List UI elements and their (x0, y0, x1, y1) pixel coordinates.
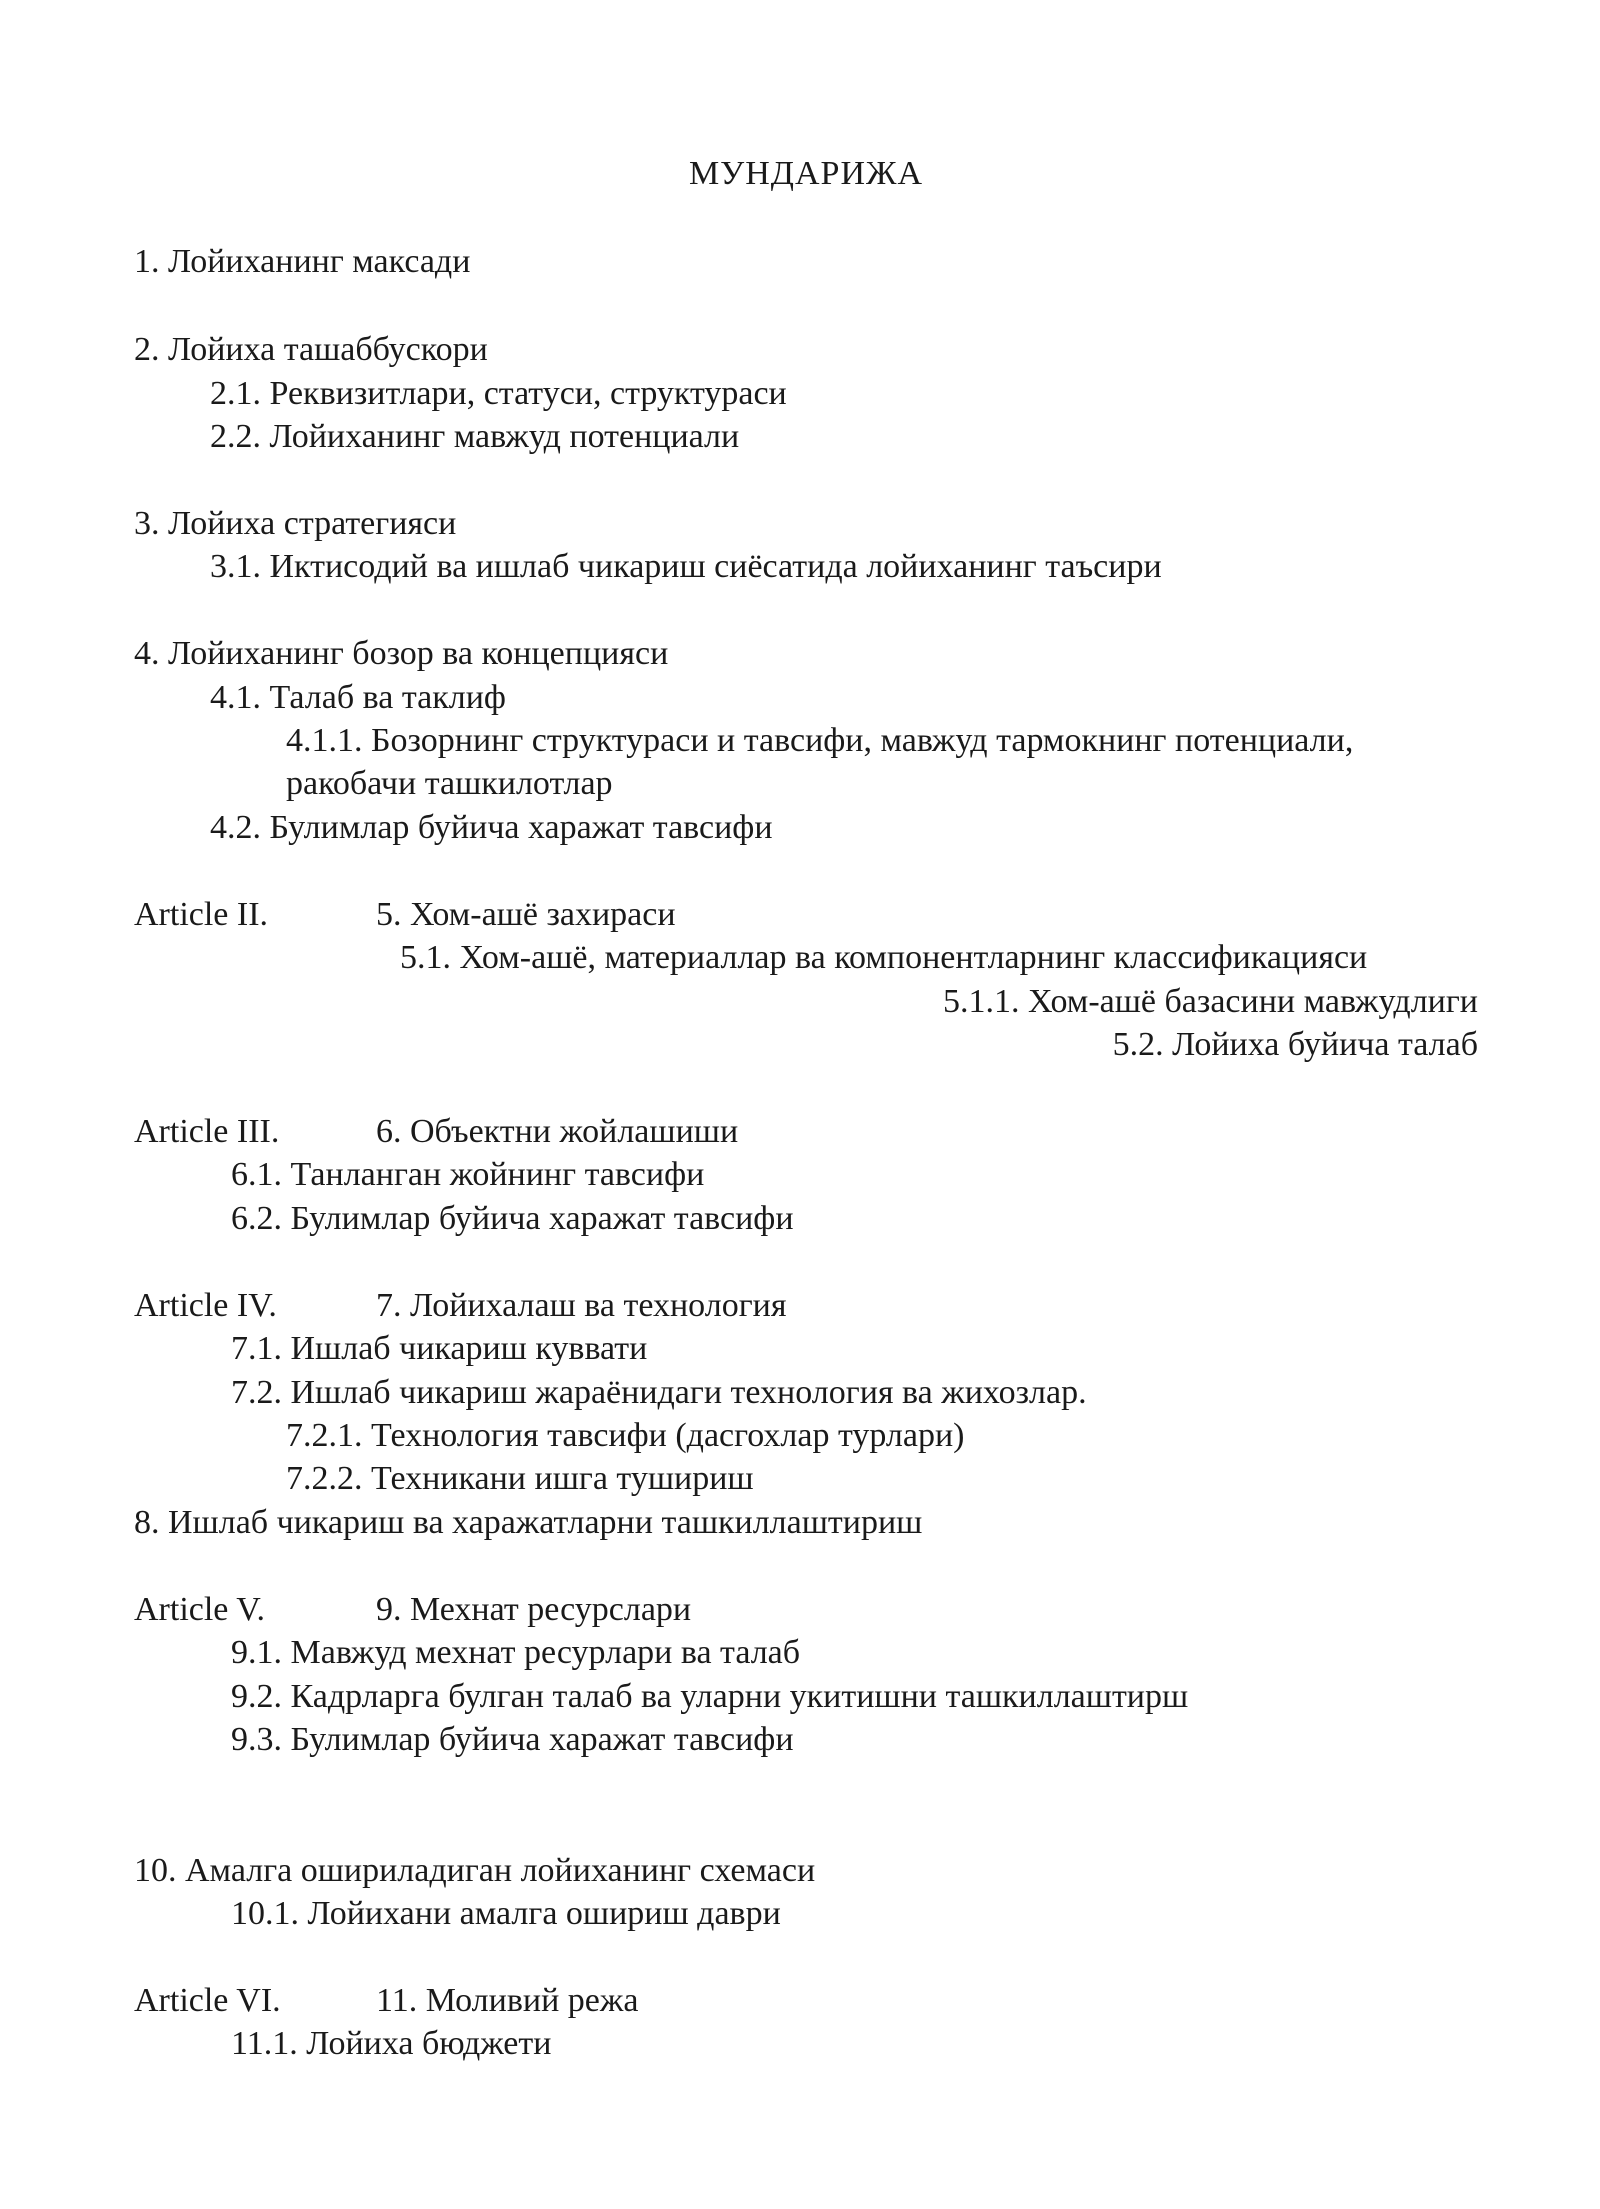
toc-entry-1: 1. Лойиханинг максади (134, 243, 471, 280)
toc-entry-10-1: 10.1. Лойихани амалга ошириш даври (231, 1895, 781, 1932)
toc-entry-7-2-1: 7.2.1. Технология тавсифи (дасгохлар турлари) (286, 1417, 965, 1454)
toc-entry-3: 3. Лойиха стратегияси (134, 505, 457, 542)
toc-entry-6: 6. Объектни жойлашиши (376, 1113, 739, 1150)
toc-entry-2-1: 2.1. Реквизитлари, статуси, структураси (210, 375, 787, 412)
article-label-2: Article II. (134, 896, 269, 933)
page-title: МУНДАРИЖА (688, 155, 924, 192)
toc-entry-6-1: 6.1. Танланган жойнинг тавсифи (231, 1156, 705, 1193)
toc-entry-7: 7. Лойихалаш ва технология (376, 1287, 787, 1324)
toc-entry-5: 5. Хом-ашё захираси (376, 896, 676, 933)
toc-entry-6-2: 6.2. Булимлар буйича харажат тавсифи (231, 1200, 794, 1237)
toc-entry-9-2: 9.2. Кадрларга булган талаб ва уларни укитишни ташкиллаштирш (231, 1678, 1189, 1715)
toc-entry-5-1: 5.1. Хом-ашё, материаллар ва компонентларнинг классификацияси (400, 939, 1368, 976)
toc-entry-9: 9. Мехнат ресурслари (376, 1591, 692, 1628)
toc-entry-11-1: 11.1. Лойиха бюджети (231, 2025, 552, 2062)
toc-entry-2: 2. Лойиха ташаббускори (134, 331, 488, 368)
toc-entry-4-1-1: 4.1.1. Бозорнинг структураси и тавсифи, мавжуд тармокнинг потенциали, (286, 722, 1354, 759)
toc-entry-7-2: 7.2. Ишлаб чикариш жараёнидаги технология ва жихозлар. (231, 1374, 1087, 1411)
toc-entry-2-2: 2.2. Лойиханинг мавжуд потенциали (210, 418, 740, 455)
toc-entry-10: 10. Амалга ошириладиган лойиханинг схемаси (134, 1852, 816, 1889)
toc-entry-7-1: 7.1. Ишлаб чикариш куввати (231, 1330, 648, 1367)
toc-entry-4-2: 4.2. Булимлар буйича харажат тавсифи (210, 809, 773, 846)
article-label-3: Article III. (134, 1113, 280, 1150)
toc-entry-11: 11. Моливий режа (376, 1982, 639, 2019)
toc-entry-4: 4. Лойиханинг бозор ва концепцияси (134, 635, 669, 672)
toc-entry-4-1-1-cont: ракобачи ташкилотлар (286, 765, 613, 802)
toc-entry-8: 8. Ишлаб чикариш ва харажатларни ташкиллаштириш (134, 1504, 923, 1541)
toc-entry-5-1-1: 5.1.1. Хом-ашё базасини мавжудлиги (943, 983, 1478, 1020)
article-label-5: Article V. (134, 1591, 265, 1628)
toc-entry-3-1: 3.1. Иктисодий ва ишлаб чикариш сиёсатида лойиханинг таъсири (210, 548, 1162, 585)
toc-entry-5-2: 5.2. Лойиха буйича талаб (1112, 1026, 1478, 1063)
toc-entry-7-2-2: 7.2.2. Техникани ишга тушириш (286, 1460, 754, 1497)
toc-entry-9-1: 9.1. Мавжуд мехнат ресурлари ва талаб (231, 1634, 801, 1671)
article-label-6: Article VI. (134, 1982, 281, 2019)
article-label-4: Article IV. (134, 1287, 277, 1324)
toc-entry-9-3: 9.3. Булимлар буйича харажат тавсифи (231, 1721, 794, 1758)
toc-entry-4-1: 4.1. Талаб ва таклиф (210, 679, 506, 716)
